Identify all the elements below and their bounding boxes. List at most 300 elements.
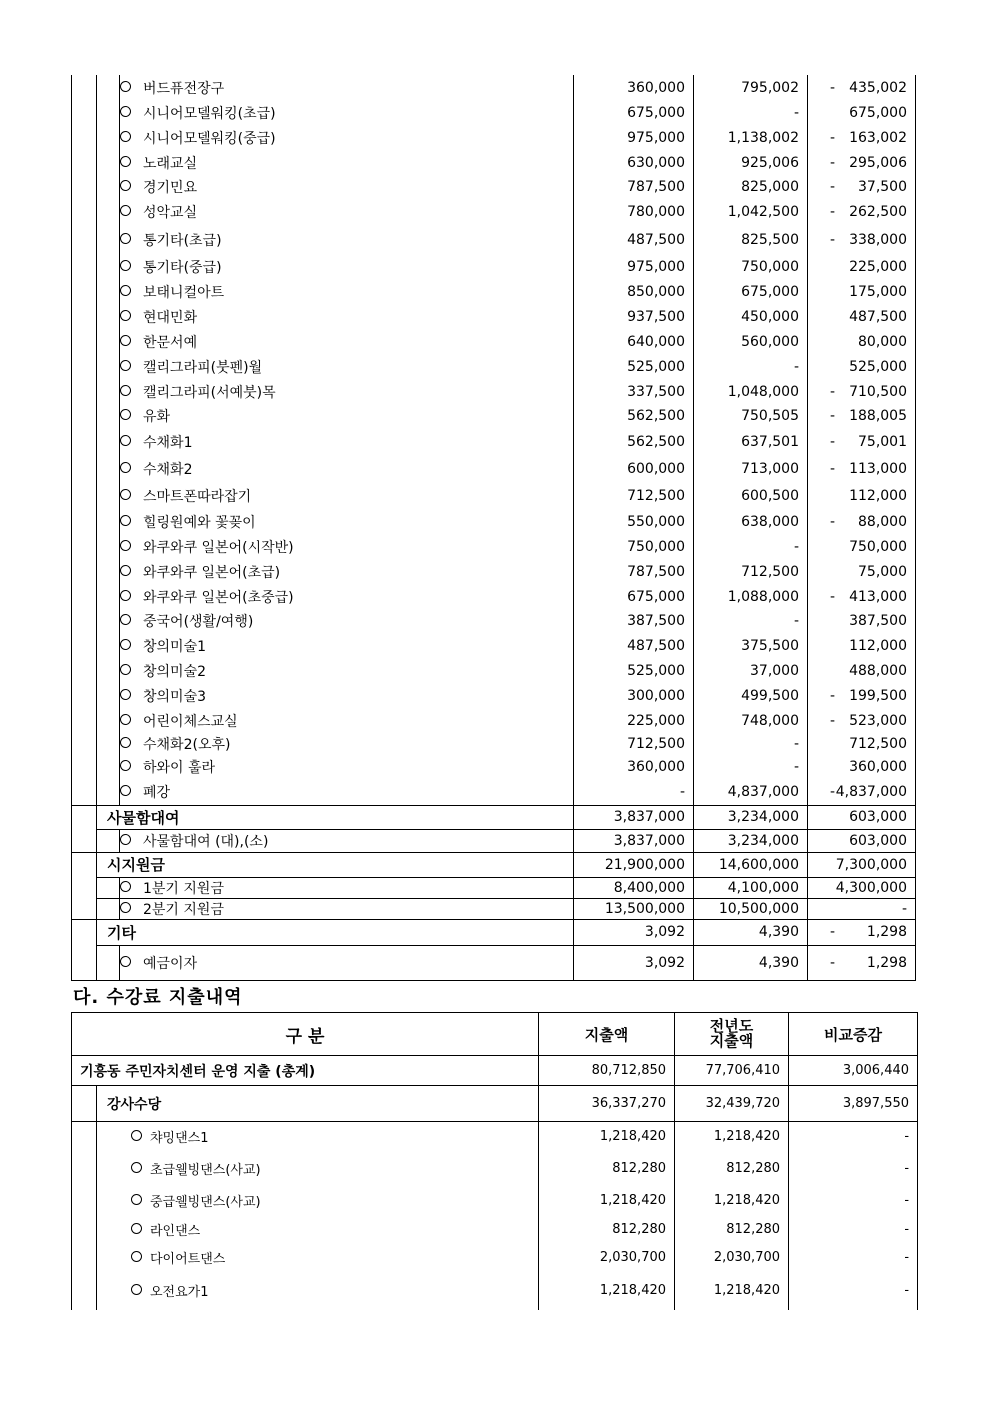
indent-cell (97, 877, 120, 898)
previous-amount: - (694, 733, 808, 755)
indent-cell (72, 1122, 97, 1152)
indent-cell (72, 919, 97, 945)
indent-cell (97, 659, 120, 683)
previous-amount: 638,000 (694, 509, 808, 534)
previous-amount: 4,837,000 (694, 779, 808, 805)
change-amount (808, 329, 916, 354)
item-name: 챠밍댄스1 (150, 1131, 209, 1147)
circle-bullet-icon (131, 1284, 142, 1295)
change-sign: - (830, 129, 836, 146)
income-table (71, 75, 916, 981)
circle-bullet-icon (131, 1130, 142, 1141)
indent-cell (97, 482, 120, 509)
total-row (72, 1056, 918, 1086)
previous-amount: 600,500 (694, 482, 808, 509)
previous-amount: 4,390 (694, 919, 808, 945)
table-row (72, 428, 916, 455)
change-sign: - (830, 513, 836, 530)
indent-cell (97, 633, 120, 659)
item-name: 와쿠와쿠 일본어(시작반) (143, 539, 294, 556)
table-row (72, 100, 916, 125)
indent-cell (97, 584, 120, 609)
table-row (72, 279, 916, 304)
change-sign: - (830, 232, 836, 248)
indent-cell (97, 609, 120, 633)
change-amount (808, 683, 916, 708)
change-amount (808, 75, 916, 100)
item-change: - (789, 1272, 918, 1310)
circle-bullet-icon (131, 1194, 142, 1205)
indent-cell (97, 509, 120, 534)
table-row (72, 755, 916, 779)
indent-cell (72, 898, 97, 919)
table-row (72, 1122, 918, 1152)
circle-bullet-icon (131, 1223, 142, 1234)
indent-cell (97, 404, 120, 428)
current-amount: 525,000 (574, 659, 694, 683)
circle-bullet-icon (120, 956, 131, 967)
indent-cell (97, 199, 120, 225)
item-label (120, 255, 574, 279)
change-value: 199,500 (849, 687, 907, 704)
indent-cell (72, 509, 97, 534)
indent-cell (72, 304, 97, 329)
current-amount: 13,500,000 (574, 898, 694, 919)
indent-cell (72, 1186, 97, 1216)
indent-cell (72, 633, 97, 659)
item-label (120, 945, 574, 980)
change-value: 1,298 (866, 924, 907, 940)
item-name: 2분기 지원금 (143, 901, 224, 918)
previous-amount: 1,088,000 (694, 584, 808, 609)
current-amount: 225,000 (574, 708, 694, 733)
indent-cell (72, 1272, 97, 1310)
instructor-change: 3,897,550 (789, 1086, 918, 1122)
previous-amount: 450,000 (694, 304, 808, 329)
current-amount: 3,837,000 (574, 805, 694, 829)
current-amount: 360,000 (574, 755, 694, 779)
change-sign: - (830, 954, 836, 971)
change-value: 525,000 (849, 358, 907, 375)
change-amount: - (808, 898, 916, 919)
change-amount (808, 482, 916, 509)
circle-bullet-icon (120, 131, 131, 142)
circle-bullet-icon (120, 540, 131, 551)
instructor-previous: 32,439,720 (675, 1086, 789, 1122)
previous-amount: 825,000 (694, 175, 808, 199)
indent-cell (97, 354, 120, 379)
change-amount (808, 534, 916, 559)
current-amount: 787,500 (574, 175, 694, 199)
indent-cell (72, 733, 97, 755)
indent-cell (72, 175, 97, 199)
change-sign (808, 539, 830, 555)
circle-bullet-icon (120, 360, 131, 371)
item-label (120, 877, 574, 898)
current-amount: 712,500 (574, 733, 694, 755)
item-name: 성악교실 (143, 205, 198, 221)
table-row (72, 1272, 918, 1310)
change-amount (808, 279, 916, 304)
change-sign: - (830, 154, 836, 171)
circle-bullet-icon (120, 639, 131, 650)
indent-cell (72, 379, 97, 404)
change-sign (808, 359, 830, 375)
change-amount (808, 199, 916, 225)
item-name: 와쿠와쿠 일본어(초급) (143, 564, 281, 581)
change-sign: - (830, 79, 836, 96)
current-amount: 3,092 (574, 945, 694, 980)
circle-bullet-icon (120, 614, 131, 625)
item-name: 수채화2 (143, 461, 193, 478)
instructor-amount: 36,337,270 (539, 1086, 675, 1122)
indent-cell (97, 175, 120, 199)
expense-section-heading: 다. 수강료 지출내역 (73, 987, 243, 1008)
change-sign (808, 613, 830, 629)
previous-amount: - (694, 534, 808, 559)
change-value: 88,000 (858, 513, 907, 530)
change-sign: - (830, 433, 836, 450)
current-amount: 975,000 (574, 255, 694, 279)
change-sign (808, 284, 830, 300)
item-label (120, 708, 574, 733)
circle-bullet-icon (120, 760, 131, 771)
previous-amount: 375,500 (694, 633, 808, 659)
indent-cell (72, 1244, 97, 1272)
circle-bullet-icon (120, 335, 131, 346)
indent-cell (97, 150, 120, 175)
indent-cell (97, 898, 120, 919)
item-label (120, 329, 574, 354)
indent-cell (72, 852, 97, 877)
indent-cell (72, 125, 97, 150)
previous-amount: 560,000 (694, 329, 808, 354)
change-sign: - (830, 408, 836, 424)
item-name: 수채화2(오후) (143, 737, 231, 753)
header-previous-line2: 지출액 (709, 1032, 754, 1050)
table-row (72, 609, 916, 633)
current-amount: 300,000 (574, 683, 694, 708)
indent-cell (72, 683, 97, 708)
circle-bullet-icon (120, 590, 131, 601)
table-row (72, 255, 916, 279)
current-amount: 21,900,000 (574, 852, 694, 877)
previous-amount: 37,000 (694, 659, 808, 683)
item-name: 다이어트댄스 (150, 1252, 226, 1267)
item-name: 초급웰빙댄스(사교) (150, 1163, 261, 1178)
change-amount (808, 659, 916, 683)
circle-bullet-icon (120, 435, 131, 446)
change-value: 675,000 (849, 104, 907, 121)
change-value: 188,005 (849, 408, 907, 424)
item-name: 스마트폰따라잡기 (143, 488, 252, 505)
item-label (97, 1186, 539, 1216)
item-label (120, 683, 574, 708)
indent-cell (72, 354, 97, 379)
current-amount: 640,000 (574, 329, 694, 354)
indent-cell (97, 75, 120, 100)
indent-cell (72, 199, 97, 225)
indent-cell (97, 708, 120, 733)
circle-bullet-icon (120, 385, 131, 396)
previous-amount: 10,500,000 (694, 898, 808, 919)
change-value: 710,500 (849, 383, 907, 400)
indent-cell (72, 100, 97, 125)
change-value: 37,500 (858, 179, 907, 195)
previous-amount: - (694, 354, 808, 379)
indent-cell (97, 829, 120, 852)
previous-amount: 750,505 (694, 404, 808, 428)
item-name: 하와이 훌라 (143, 760, 216, 776)
table-row (72, 659, 916, 683)
item-previous: 812,280 (675, 1216, 789, 1244)
current-amount: 712,500 (574, 482, 694, 509)
current-amount: 937,500 (574, 304, 694, 329)
item-label (120, 633, 574, 659)
table-row (72, 1186, 918, 1216)
indent-cell (72, 1216, 97, 1244)
indent-cell (97, 304, 120, 329)
circle-bullet-icon (120, 462, 131, 473)
item-label (120, 225, 574, 255)
indent-cell (72, 708, 97, 733)
change-value: 488,000 (849, 663, 907, 679)
previous-amount: 499,500 (694, 683, 808, 708)
previous-amount: - (694, 755, 808, 779)
header-previous (675, 1013, 789, 1056)
current-amount: 360,000 (574, 75, 694, 100)
change-value: 295,006 (849, 154, 907, 171)
item-name: 창의미술3 (143, 688, 207, 705)
item-label (120, 482, 574, 509)
indent-cell (97, 779, 120, 805)
item-label (120, 534, 574, 559)
change-sign (808, 663, 830, 679)
table-row (72, 225, 916, 255)
indent-cell (72, 584, 97, 609)
change-amount (808, 455, 916, 482)
item-label (97, 1216, 539, 1244)
circle-bullet-icon (120, 409, 131, 420)
change-amount (808, 354, 916, 379)
indent-cell (72, 559, 97, 584)
change-amount (808, 779, 916, 805)
item-label (120, 379, 574, 404)
indent-cell (72, 225, 97, 255)
total-previous: 77,706,410 (675, 1056, 789, 1086)
item-amount: 1,218,420 (539, 1272, 675, 1310)
change-amount (808, 150, 916, 175)
instructor-label: 강사수당 (97, 1086, 539, 1122)
item-name: 오전요가1 (150, 1285, 209, 1300)
previous-amount: 1,042,500 (694, 199, 808, 225)
change-sign (808, 638, 830, 654)
table-row (72, 329, 916, 354)
item-change: - (789, 1152, 918, 1186)
table-row (72, 354, 916, 379)
indent-cell (72, 1152, 97, 1186)
circle-bullet-icon (120, 664, 131, 675)
table-row (72, 779, 916, 805)
change-amount (808, 919, 916, 945)
item-name: 통기타(초급) (143, 233, 222, 249)
item-label (120, 455, 574, 482)
change-amount (808, 633, 916, 659)
header-change: 비교증감 (789, 1013, 918, 1056)
circle-bullet-icon (120, 689, 131, 700)
previous-amount: 3,234,000 (694, 805, 808, 829)
current-amount: 675,000 (574, 100, 694, 125)
item-label (120, 304, 574, 329)
previous-amount: 1,048,000 (694, 379, 808, 404)
group-title: 기타 (97, 919, 574, 945)
circle-bullet-icon (131, 1251, 142, 1262)
expense-table (71, 1012, 918, 1310)
previous-amount: 14,600,000 (694, 852, 808, 877)
indent-cell (97, 733, 120, 755)
indent-cell (72, 755, 97, 779)
circle-bullet-icon (120, 310, 131, 321)
table-row (72, 150, 916, 175)
circle-bullet-icon (120, 881, 131, 892)
change-value: 175,000 (849, 283, 907, 300)
previous-amount: 4,100,000 (694, 877, 808, 898)
change-value: 113,000 (849, 460, 907, 477)
indent-cell (97, 379, 120, 404)
change-value: 712,500 (849, 736, 907, 752)
item-name: 수채화1 (143, 434, 193, 451)
change-sign (808, 564, 830, 580)
indent-cell (72, 279, 97, 304)
header-amount: 지출액 (539, 1013, 675, 1056)
change-amount: 603,000 (808, 829, 916, 852)
current-amount: 675,000 (574, 584, 694, 609)
item-name: 와쿠와쿠 일본어(초중급) (143, 589, 294, 606)
change-value: 4,837,000 (835, 783, 907, 800)
change-sign: - (830, 179, 836, 195)
table-row (72, 945, 916, 980)
table-row (72, 75, 916, 100)
change-sign (808, 309, 830, 325)
current-amount: 630,000 (574, 150, 694, 175)
item-name: 노래교실 (143, 155, 198, 172)
group-row-subsidy (72, 852, 916, 877)
circle-bullet-icon (120, 81, 131, 92)
group-title: 사물함대여 (97, 805, 574, 829)
item-name: 보태니컬아트 (143, 284, 225, 301)
item-name: 폐강 (143, 784, 171, 801)
change-value: 75,001 (858, 433, 907, 450)
item-label (97, 1244, 539, 1272)
item-label (120, 125, 574, 150)
table-row (72, 482, 916, 509)
item-label (120, 509, 574, 534)
indent-cell (72, 150, 97, 175)
indent-cell (72, 482, 97, 509)
indent-cell (72, 534, 97, 559)
change-sign (808, 105, 830, 121)
table-row (72, 584, 916, 609)
circle-bullet-icon (120, 565, 131, 576)
change-sign (808, 736, 830, 752)
indent-cell (97, 945, 120, 980)
item-label (120, 199, 574, 225)
change-amount (808, 609, 916, 633)
current-amount: 3,092 (574, 919, 694, 945)
indent-cell (72, 329, 97, 354)
change-sign (808, 334, 830, 350)
item-change: - (789, 1216, 918, 1244)
item-previous: 1,218,420 (675, 1122, 789, 1152)
indent-cell (97, 455, 120, 482)
item-name: 중국어(생활/여행) (143, 614, 254, 630)
current-amount: 600,000 (574, 455, 694, 482)
header-category: 구 분 (72, 1013, 539, 1056)
indent-cell (97, 755, 120, 779)
previous-amount: 825,500 (694, 225, 808, 255)
item-name: 유화 (143, 409, 171, 425)
item-label (120, 75, 574, 100)
change-amount (808, 404, 916, 428)
item-amount: 1,218,420 (539, 1186, 675, 1216)
indent-cell (97, 125, 120, 150)
change-amount (808, 125, 916, 150)
circle-bullet-icon (120, 156, 131, 167)
item-amount: 2,030,700 (539, 1244, 675, 1272)
table-row (72, 877, 916, 898)
indent-cell (72, 945, 97, 980)
circle-bullet-icon (120, 180, 131, 191)
change-sign (808, 759, 830, 775)
item-label (120, 559, 574, 584)
previous-amount: 795,002 (694, 75, 808, 100)
indent-cell (72, 779, 97, 805)
change-value: 163,002 (849, 129, 907, 146)
item-change: - (789, 1244, 918, 1272)
change-amount: 7,300,000 (808, 852, 916, 877)
circle-bullet-icon (120, 106, 131, 117)
total-change: 3,006,440 (789, 1056, 918, 1086)
previous-amount: 675,000 (694, 279, 808, 304)
circle-bullet-icon (120, 834, 131, 845)
table-row (72, 559, 916, 584)
header-row (72, 1013, 918, 1056)
current-amount: 550,000 (574, 509, 694, 534)
group-row-other (72, 919, 916, 945)
change-value: 1,298 (866, 954, 907, 971)
current-amount: 337,500 (574, 379, 694, 404)
item-name: 예금이자 (143, 955, 198, 972)
table-row (72, 455, 916, 482)
item-label (120, 404, 574, 428)
table-row (72, 199, 916, 225)
change-amount (808, 755, 916, 779)
item-previous: 2,030,700 (675, 1244, 789, 1272)
current-amount: 850,000 (574, 279, 694, 304)
item-label (120, 279, 574, 304)
item-previous: 1,218,420 (675, 1186, 789, 1216)
change-value: 80,000 (858, 333, 907, 350)
item-label (120, 829, 574, 852)
previous-amount: 750,000 (694, 255, 808, 279)
indent-cell (97, 255, 120, 279)
change-value: 112,000 (849, 487, 907, 504)
current-amount: 525,000 (574, 354, 694, 379)
change-sign (808, 259, 830, 275)
item-name: 1분기 지원금 (143, 880, 224, 897)
item-label (97, 1272, 539, 1310)
circle-bullet-icon (120, 285, 131, 296)
